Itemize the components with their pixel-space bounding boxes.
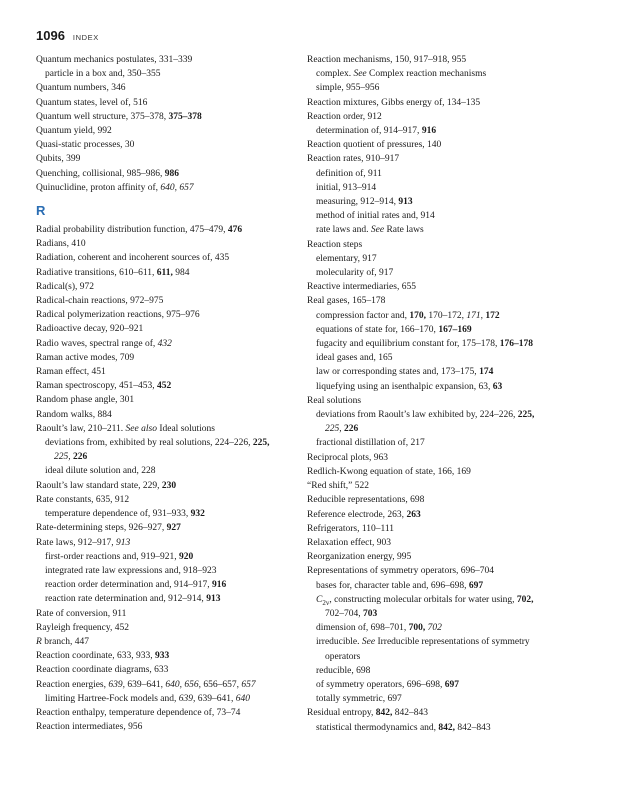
index-entry-continuation: 225, 226 [54,452,88,463]
index-entry: Random phase angle, 301 [36,395,135,406]
section-letter-r: R [36,203,46,219]
index-entry-continuation: operators [325,651,361,662]
page-number: 1096 [36,28,65,43]
index-subentry: liquefying using an isenthalpic expansion, 63, 63 [316,381,503,392]
index-entry: Radial probability distribution function, 475–479, 476 [36,225,243,236]
index-entry: Rate-determining steps, 926–927, 927 [36,523,181,534]
index-entry: R branch, 447 [36,636,90,647]
index-subentry: totally symmetric, 697 [316,694,402,705]
index-entry: Rate laws, 912–917, 913 [36,537,131,548]
index-subentry: integrated rate law expressions and, 918–923 [45,565,217,576]
index-subentry: reaction rate determination and, 912–914, 913 [45,594,221,605]
index-subentry: compression factor and, 170, 170–172, 171, 172 [316,310,500,321]
index-entry: Radio waves, spectral range of, 432 [36,338,172,349]
index-entry: Quantum numbers, 346 [36,83,126,94]
index-entry: Rate of conversion, 911 [36,608,127,619]
index-entry-continuation: 225, 226 [325,424,359,435]
right-column [307,53,589,735]
index-entry: Qubits, 399 [36,154,81,165]
index-entry: Rate constants, 635, 912 [36,494,130,505]
index-entry: Residual entropy, 842, 842–843 [307,708,429,719]
index-entry: Quantum yield, 992 [36,126,112,137]
left-column [36,53,298,734]
index-entry: Reaction steps [307,239,363,250]
index-subentry: particle in a box and, 350–355 [45,69,161,80]
index-entry: Real solutions [307,395,362,406]
page-header [36,28,99,44]
index-subentry: deviations from Raoult’s law exhibited by, 224–226, 225, [316,410,535,421]
running-head: INDEX [72,33,99,42]
index-entry: “Red shift,” 522 [307,481,370,492]
index-entry: Raman effect, 451 [36,367,106,378]
index-entry: Reference electrode, 263, 263 [307,509,421,520]
index-entry: Reducible representations, 698 [307,495,425,506]
index-entry: Quantum states, level of, 516 [36,97,148,108]
q-entries [36,53,298,195]
index-entry: Radical(s), 972 [36,281,95,292]
index-subentry: method of initial rates and, 914 [316,211,435,222]
index-subentry: statistical thermodynamics and, 842, 842–843 [316,722,491,733]
index-subentry: simple, 955–956 [316,83,380,94]
r-entries-right [307,53,589,735]
index-entry: Reactive intermediaries, 655 [307,282,416,293]
index-entry: Reaction enthalpy, temperature dependence of, 73–74 [36,707,241,718]
index-entry: Reaction order, 912 [307,111,382,122]
index-entry: Reaction mechanisms, 150, 917–918, 955 [307,55,467,65]
index-entry: Quantum well structure, 375–378, 375–378 [36,111,202,122]
index-entry: Reaction coordinate diagrams, 633 [36,665,169,676]
index-entry: Radioactive decay, 920–921 [36,324,144,335]
index-subentry: molecularity of, 917 [316,268,394,279]
index-subentry: temperature dependence of, 931–933, 932 [45,509,205,520]
index-subentry: ideal dilute solution and, 228 [45,466,156,477]
index-subentry: first-order reactions and, 919–921, 920 [45,551,194,562]
index-subentry: initial, 913–914 [316,182,377,193]
index-subentry: of symmetry operators, 696–698, 697 [316,679,460,690]
index-entry: Refrigerators, 110–111 [307,523,395,534]
index-subentry: limiting Hartree-Fock models and, 639, 639–641, 640 [45,693,251,704]
index-subentry: reducible, 698 [316,665,371,676]
index-subentry: complex. See Complex reaction mechanisms [316,69,487,80]
index-entry: Reaction rates, 910–917 [307,154,400,165]
r-entries-left [36,223,298,734]
index-entry: Radiation, coherent and incoherent sources of, 435 [36,253,230,264]
index-subentry: dimension of, 698–701, 700, 702 [316,623,442,634]
index-entry: Quasi-static processes, 30 [36,140,135,151]
index-entry: Random walks, 884 [36,409,112,420]
index-entry: Real gases, 165–178 [307,296,386,307]
index-entry: Redlich-Kwong equation of state, 166, 169 [307,466,471,477]
index-entry: Raoult’s law, 210–211. See also Ideal solutions [36,423,216,434]
index-entry: Reaction quotient of pressures, 140 [307,140,442,151]
index-subentry: bases for, character table and, 696–698, 697 [316,580,484,591]
index-subentry: determination of, 914–917, 916 [316,126,437,137]
index-entry: Quantum mechanics postulates, 331–339 [36,55,193,65]
index-entry: Relaxation effect, 903 [307,537,391,548]
index-entry: Radians, 410 [36,239,86,250]
index-subentry: equations of state for, 166–170, 167–169 [316,324,472,335]
index-entry: Radical polymerization reactions, 975–976 [36,310,200,321]
index-entry: Reaction mixtures, Gibbs energy of, 134–135 [307,97,481,108]
index-entry: Reciprocal plots, 963 [307,452,388,463]
index-entry: Rayleigh frequency, 452 [36,622,130,633]
index-entry-continuation: 702–704, 703 [325,608,378,619]
index-entry: Raman active modes, 709 [36,352,135,363]
index-entry: Radical-chain reactions, 972–975 [36,296,164,307]
index-subentry: deviations from, exhibited by real solutions, 224–226, 225, [45,438,270,449]
index-entry: Reorganization energy, 995 [307,552,412,563]
index-entry: Raman spectroscopy, 451–453, 452 [36,381,172,392]
index-subentry: ideal gases and, 165 [316,353,393,364]
index-entry: Representations of symmetry operators, 696–704 [307,566,495,577]
index-subentry: measuring, 912–914, 913 [316,197,413,208]
index-subentry: rate laws and. See Rate laws [316,225,424,236]
index-entry: Raoult’s law standard state, 229, 230 [36,480,177,491]
index-entry: Reaction energies, 639, 639–641, 640, 656, 656–657, 657 [36,679,256,690]
index-entry: Quenching, collisional, 985–986, 986 [36,168,180,179]
index-entry: Reaction intermediates, 956 [36,722,143,733]
index-subentry: law or corresponding states and, 173–175, 174 [316,367,494,378]
index-subentry: reaction order determination and, 914–917, 916 [45,580,227,591]
index-entry: Quinuclidine, proton affinity of, 640, 657 [36,182,194,193]
index-subentry: elementary, 917 [316,253,377,264]
index-subentry: irreducible. See Irreducible representations of symmetry [316,637,530,648]
index-subentry: fugacity and equilibrium constant for, 175–178, 176–178 [316,339,534,350]
index-entry: Reaction coordinate, 633, 933, 933 [36,651,170,662]
index-subentry: $C_{2v}$, constructing molecular orbitals for water using, 702, [316,594,534,607]
index-subentry: fractional distillation of, 217 [316,438,425,449]
index-subentry: definition of, 911 [316,168,382,179]
index-entry: Radiative transitions, 610–611, 611, 984 [36,267,190,278]
